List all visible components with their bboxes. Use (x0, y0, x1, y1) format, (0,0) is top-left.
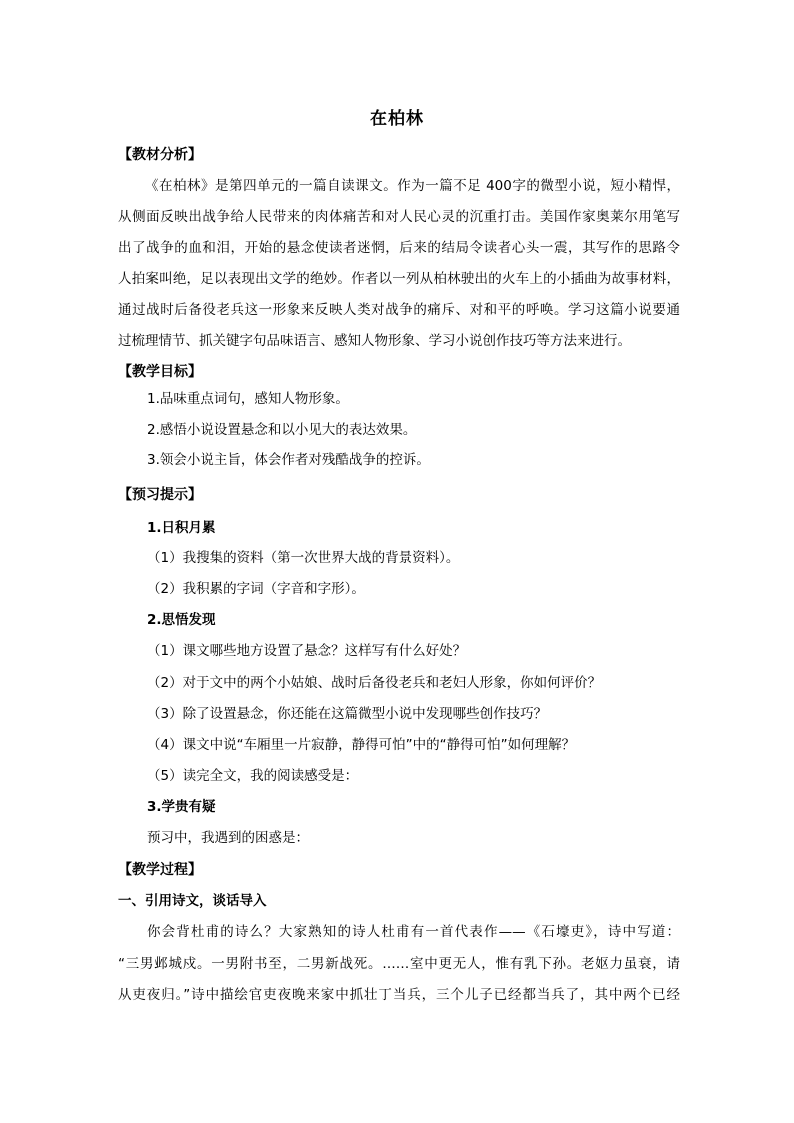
paragraph-line: 出了战争的血和泪，开始的悬念使读者迷惘，后来的结局令读者心头一震，其写作的思路令 (118, 240, 680, 256)
paragraph-line: 通过战时后备役老兵这一形象来反映人类对战争的痛斥、对和平的呼唤。学习这篇小说要通 (118, 302, 680, 318)
list-item: （2）我积累的字词（字音和字形）。 (147, 581, 365, 597)
goal-item: 1.品味重点词句，感知人物形象。 (147, 391, 349, 407)
goal-item: 3.领会小说主旨，体会作者对残酷战争的控诉。 (147, 452, 430, 468)
list-item: （2）对于文中的两个小姑娘、战时后备役老兵和老妇人形象，你如何评价？ (147, 675, 602, 691)
page-title: 在柏林 (370, 109, 424, 129)
section-heading-process: 【教学过程】 (118, 862, 202, 878)
subheading: 2.思悟发现 (147, 612, 216, 628)
paragraph-line: 《在柏林》是第四单元的一篇自读课文。作为一篇不足 400字的微型小说，短小精悍， (145, 178, 680, 194)
paragraph-line: 你会背杜甫的诗么？大家熟知的诗人杜甫有一首代表作——《石壕吏》，诗中写道： (147, 924, 680, 940)
paragraph-line: 从吏夜归。”诗中描绘官吏夜晚来家中抓壮丁当兵，三个儿子已经都当兵了，其中两个已经 (118, 987, 680, 1003)
list-item: （4）课文中说“车厢里一片寂静，静得可怕”中的“静得可怕”如何理解？ (147, 737, 576, 753)
section-heading-analysis: 【教材分析】 (118, 147, 202, 163)
list-item: （3）除了设置悬念，你还能在这篇微型小说中发现哪些创作技巧？ (147, 706, 548, 722)
goal-item: 2.感悟小说设置悬念和以小见大的表达效果。 (147, 422, 417, 438)
subheading: 1.日积月累 (147, 520, 216, 536)
list-item: （1）我搜集的资料（第一次世界大战的背景资料）。 (147, 550, 460, 566)
paragraph-line: 过梳理情节、抓关键字句品味语言、感知人物形象、学习小说创作技巧等方法来进行。 (118, 333, 631, 349)
step-heading: 一、引用诗文，谈话导入 (118, 893, 267, 909)
section-heading-goals: 【教学目标】 (118, 364, 202, 380)
paragraph-line: 从侧面反映出战争给人民带来的肉体痛苦和对人民心灵的沉重打击。美国作家奥莱尔用笔写 (118, 209, 680, 225)
paragraph-line: “三男邺城戍。一男附书至，二男新战死。……室中更无人，惟有乳下孙。老妪力虽衰，请 (118, 956, 680, 972)
list-item: （1）课文哪些地方设置了悬念？这样写有什么好处？ (147, 643, 467, 659)
paragraph-line: 人拍案叫绝，足以表现出文学的绝妙。作者以一列从柏林驶出的火车上的小插曲为故事材料， (118, 271, 680, 287)
section-heading-preview: 【预习提示】 (118, 487, 202, 503)
paragraph-line: 预习中，我遇到的困惑是： (147, 830, 309, 846)
subheading: 3.学贵有疑 (147, 799, 216, 815)
list-item: （5）读完全文，我的阅读感受是： (147, 768, 359, 784)
